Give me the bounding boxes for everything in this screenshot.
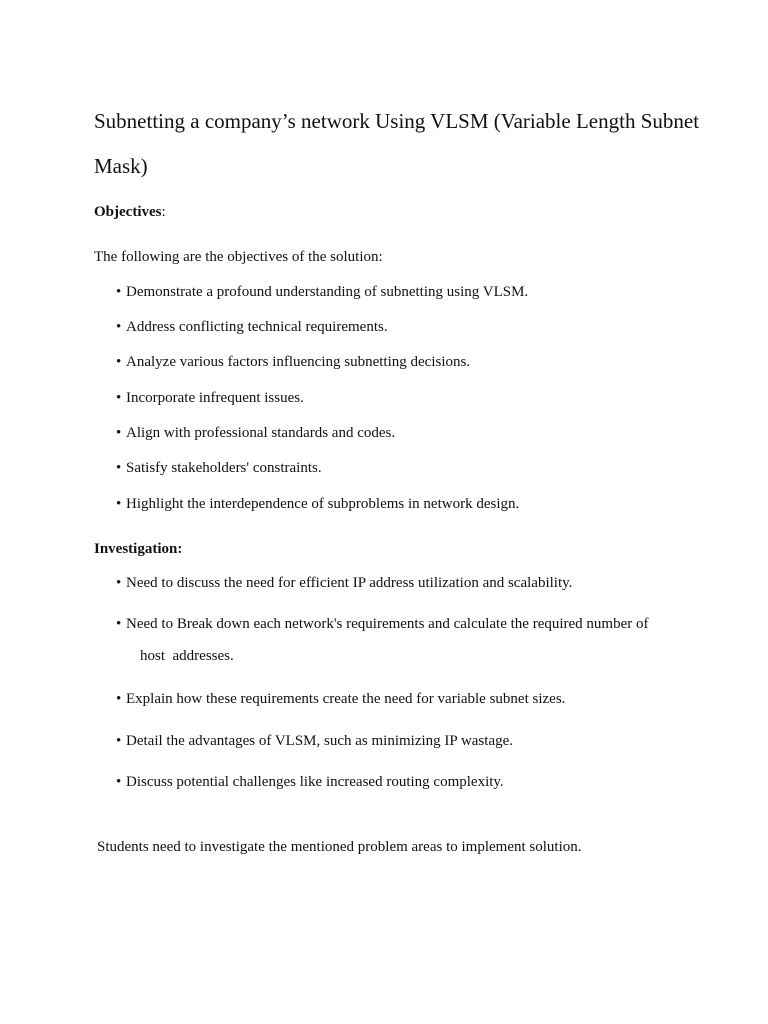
- bullet-icon: •: [116, 575, 122, 591]
- list-item: [116, 390, 304, 407]
- bullet-icon: •: [116, 616, 122, 632]
- list-item-text: Highlight the interdependence of subproblems in network design.: [126, 496, 520, 512]
- list-item: [116, 575, 572, 592]
- list-item-text: Incorporate infrequent issues.: [126, 390, 304, 406]
- bullet-icon: •: [116, 774, 122, 790]
- list-item: [116, 284, 528, 301]
- list-item-text: Analyze various factors influencing subnetting decisions.: [126, 354, 471, 370]
- objectives-heading: [94, 204, 166, 221]
- list-item-text: Explain how these requirements create the need for variable subnet sizes.: [126, 691, 566, 707]
- list-item: [116, 616, 649, 665]
- list-item-text: Demonstrate a profound understanding of subnetting using VLSM.: [126, 284, 529, 300]
- bullet-icon: •: [116, 691, 122, 707]
- list-item-continuation: host addresses.: [140, 648, 234, 664]
- list-item: [116, 425, 395, 442]
- bullet-icon: •: [116, 733, 122, 749]
- list-item: [116, 733, 513, 750]
- bullet-icon: •: [116, 460, 122, 476]
- objectives-heading-colon: :: [161, 204, 166, 220]
- closing-statement: Students need to investigate the mentioned problem areas to implement solution.: [97, 839, 582, 855]
- bullet-icon: •: [116, 496, 122, 512]
- list-item-text: Discuss potential challenges like increased routing complexity.: [126, 774, 504, 790]
- list-item: [116, 319, 388, 336]
- list-item: [116, 496, 519, 513]
- list-item: [116, 691, 565, 708]
- document-title: Subnetting a company’s network Using VLSM (Variable Length Subnet Mask): [94, 109, 700, 178]
- list-item: [116, 354, 470, 371]
- bullet-icon: •: [116, 390, 122, 406]
- objectives-intro: The following are the objectives of the solution:: [94, 249, 383, 265]
- bullet-icon: •: [116, 319, 122, 335]
- list-item-text: Detail the advantages of VLSM, such as minimizing IP wastage.: [126, 733, 514, 749]
- bullet-icon: •: [116, 425, 122, 441]
- investigation-heading: Investigation:: [94, 541, 183, 557]
- bullet-icon: •: [116, 284, 122, 300]
- list-item-text: Need to discuss the need for efficient IP address utilization and scalability.: [126, 575, 573, 591]
- bullet-icon: •: [116, 354, 122, 370]
- list-item-text: Align with professional standards and codes.: [126, 425, 396, 441]
- list-item-text: Need to Break down each network's requirements and calculate the required number of: [126, 616, 649, 632]
- list-item-text: Address conflicting technical requirements.: [126, 319, 388, 335]
- list-item: [116, 774, 504, 791]
- list-item-text: Satisfy stakeholders' constraints.: [126, 460, 322, 476]
- list-item: [116, 460, 322, 477]
- objectives-heading-text: Objectives: [94, 204, 162, 220]
